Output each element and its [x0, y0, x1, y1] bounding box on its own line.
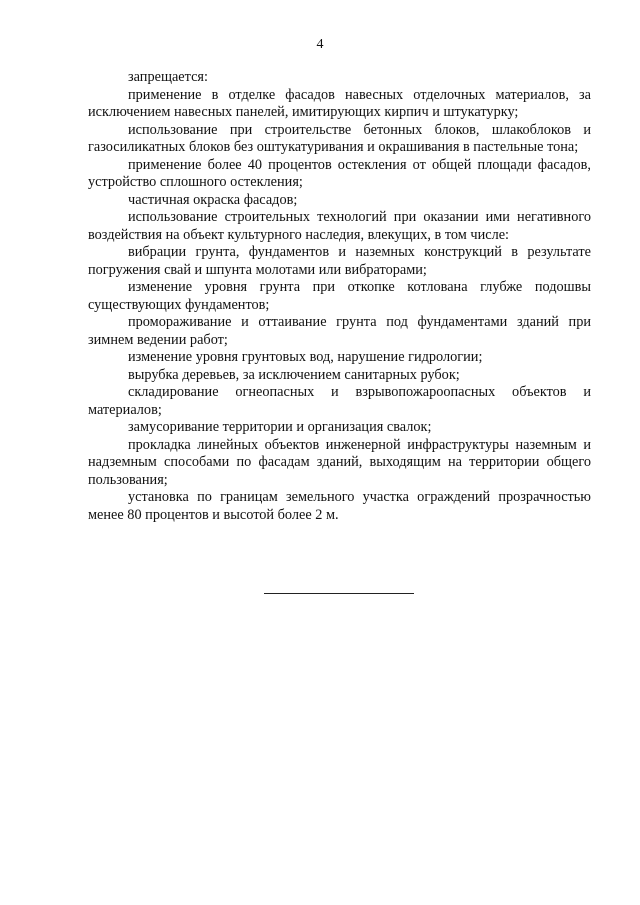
paragraph: прокладка линейных объектов инженерной инфраструктуры наземным и надземным способами по фасадам зданий, выходящим на территории общего пользования;	[88, 436, 591, 488]
document-body	[88, 69, 591, 524]
paragraph: использование при строительстве бетонных блоков, шлакоблоков и газосиликатных блоков без оштукатуривания и окрашивания в пастельные тона;	[88, 121, 591, 155]
closing-rule	[264, 593, 414, 594]
page-number: 4	[316, 37, 324, 52]
paragraph: частичная окраска фасадов;	[128, 191, 298, 208]
paragraph: применение более 40 процентов остекления от общей площади фасадов, устройство сплошного остекления;	[88, 156, 591, 190]
paragraph: вибрации грунта, фундаментов и наземных конструкций в результате погружения свай и шпунта молотами или вибраторами;	[88, 244, 591, 278]
paragraph: применение в отделке фасадов навесных отделочных материалов, за исключением навесных панелей, имитирующих кирпич и штукатурку;	[88, 86, 591, 120]
paragraph: замусоривание территории и организация свалок;	[128, 419, 432, 435]
paragraph: промораживание и оттаивание грунта под фундаментами зданий при зимнем ведении работ;	[88, 314, 591, 348]
paragraph: складирование огнеопасных и взрывопожароопасных объектов и материалов;	[88, 384, 591, 418]
paragraph: установка по границам земельного участка ограждений прозрачностью менее 80 процентов и высотой более 2 м.	[88, 489, 591, 523]
paragraph: использование строительных технологий при оказании ими негативного воздействия на объект культурного наследия, влекущих, в том числе:	[88, 209, 591, 243]
paragraph: изменение уровня грунта при откопке котлована глубже подошвы существующих фундаментов;	[88, 279, 591, 313]
paragraph: вырубка деревьев, за исключением санитарных рубок;	[128, 366, 460, 383]
paragraph: запрещается:	[128, 69, 208, 85]
paragraph: изменение уровня грунтовых вод, нарушение гидрологии;	[128, 349, 483, 365]
